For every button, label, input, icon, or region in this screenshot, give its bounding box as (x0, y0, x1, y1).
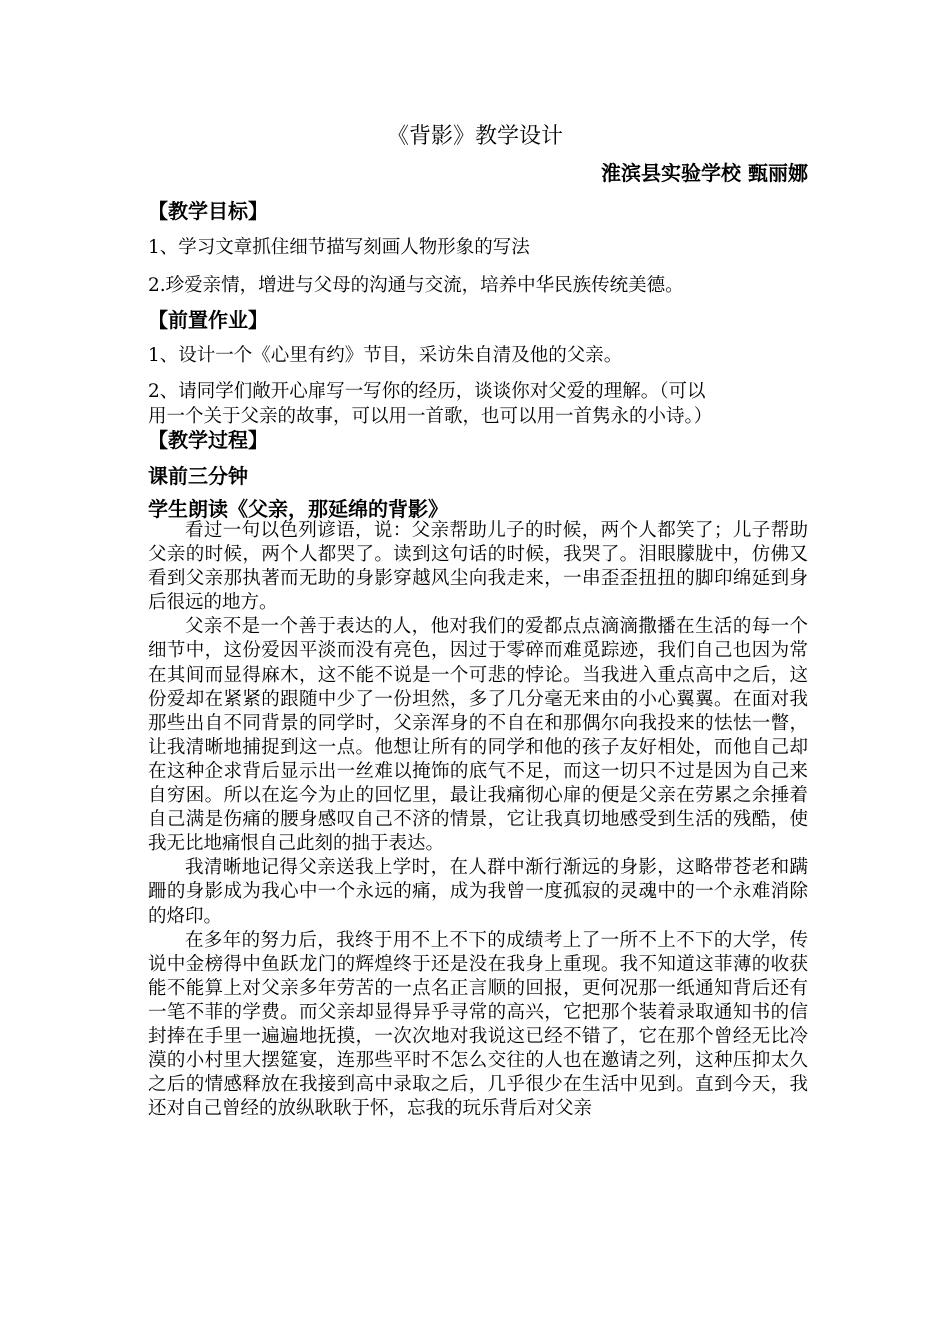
paragraph: 看过一句以色列谚语，说：父亲帮助儿子的时候，两个人都笑了；儿子帮助父亲的时候，两个人都哭了。读到这句话的时候，我哭了。泪眼朦胧中，仿佛又看到父亲那执著而无助的身影穿越风尘向我走来，一串歪歪扭扭的脚印绵延到身后很远的地方。 (148, 520, 808, 614)
reading-body (148, 519, 808, 1121)
subheading-pre-class: 课前三分钟 (148, 464, 248, 488)
section-heading-process: 【教学过程】 (148, 428, 268, 452)
author-line: 淮滨县实验学校 甄丽娜 (601, 161, 808, 185)
section-heading-prework: 【前置作业】 (148, 308, 268, 332)
goal-item-1: 1、学习文章抓住细节描写刻画人物形象的写法 (148, 237, 530, 258)
section-heading-goals: 【教学目标】 (148, 199, 268, 223)
paragraph: 我清晰地记得父亲送我上学时，在人群中渐行渐远的身影，这略带苍老和蹒跚的身影成为我心中一个永远的痛，成为我曾一度孤寂的灵魂中的一个永难消除的烙印。 (148, 857, 808, 927)
subheading-reading-title: 学生朗读《父亲，那延绵的背影》 (148, 497, 448, 521)
document-title: 《背影》教学设计 (386, 124, 563, 149)
prework-item-1: 1、设计一个《心里有约》节目，采访朱自清及他的父亲。 (148, 345, 623, 366)
prework-item-2-line-2: 用一个关于父亲的故事，可以用一首歌，也可以用一首隽永的小诗。） (148, 406, 713, 427)
paragraph: 父亲不是一个善于表达的人，他对我们的爱都点点滴滴撒播在生活的每一个细节中，这份爱因平淡而没有亮色，因过于零碎而难觅踪迹，我们自己也因为常在其间而显得麻木，这不能不说是一个可悲的悖论。当我进入重点高中之后，这份爱却在紧紧的跟随中少了一份坦然，多了几分毫无来由的小心翼翼。在面对我那些出自不同背景的同学时，父亲浑身的不自在和那偶尔向我投来的怯怯一瞥，让我清晰地捕捉到这一点。他想让所有的同学和他的孩子友好相处，而他自己却在这种企求背后显示出一丝难以掩饰的底气不足，而这一切只不过是因为自己来自穷困。所以在迄今为止的回忆里，最让我痛彻心扉的便是父亲在劳累之余捶着自己满是伤痛的腰身感叹自己不济的情景，它让我真切地感受到生活的残酷，使我无比地痛恨自己此刻的拙于表达。 (148, 616, 808, 855)
prework-item-2-line-1: 2、请同学们敞开心扉写一写你的经历，谈谈你对父爱的理解。（可以 (148, 381, 706, 402)
goal-item-2: 2.珍爱亲情，增进与父母的沟通与交流，培养中华民族传统美德。 (148, 275, 684, 296)
paragraph: 在多年的努力后，我终于用不上不下的成绩考上了一所不上不下的大学，传说中金榜得中鱼跃龙门的辉煌终于还是没在我身上重现。我不知道这菲薄的收获能不能算上对父亲多年劳苦的一点名正言顺的回报，更何况那一纸通知背后还有一笔不菲的学费。而父亲却显得异乎寻常的高兴，它把那个装着录取通知书的信封捧在手里一遍遍地抚摸，一次次地对我说这已经不错了，它在那个曾经无比冷漠的小村里大摆筵宴，连那些平时不怎么交往的人也在邀请之列，这种压抑太久之后的情感释放在我接到高中录取之后，几乎很少在生活中见到。直到今天，我还对自己曾经的放纵耿耿于怀，忘我的玩乐背后对父亲 (148, 929, 808, 1120)
